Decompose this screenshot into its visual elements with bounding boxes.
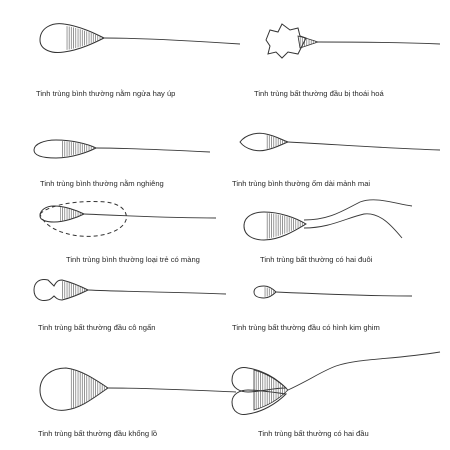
caption-degenerated-head: Tinh trùng bất thường đầu bị thoái hoá <box>254 89 384 98</box>
caption-two-tails: Tinh trùng bất thường có hai đuôi <box>260 255 373 264</box>
sperm-two-heads <box>232 352 440 415</box>
caption-pin-head: Tinh trùng bất thường đầu có hình kim ghim <box>232 323 380 332</box>
sperm-giant-head <box>40 368 236 410</box>
sperm-normal-face-up <box>40 24 240 53</box>
sperm-normal-sideways <box>34 140 210 158</box>
sperm-immature-membrane <box>40 202 216 237</box>
caption-normal-sideways: Tinh trùng bình thường nằm nghiêng <box>40 179 164 188</box>
caption-normal-face-up: Tinh trùng bình thường nằm ngửa hay úp <box>36 89 176 98</box>
caption-normal-slender: Tinh trùng bình thường ốm dài mảnh mai <box>232 179 371 188</box>
sperm-constricted-head <box>34 279 226 300</box>
sperm-pin-head <box>254 286 412 298</box>
sperm-two-tails <box>244 200 412 240</box>
caption-immature-membrane: Tinh trùng bình thường loại trẻ có màng <box>66 255 200 264</box>
caption-constricted-head: Tinh trùng bất thường đầu cô ngấn <box>38 323 156 332</box>
sperm-degenerated-head <box>266 24 440 58</box>
caption-giant-head: Tinh trùng bất thường đầu khổng lồ <box>38 429 158 438</box>
caption-two-heads: Tinh trùng bất thường có hai đầu <box>258 429 369 438</box>
sperm-normal-slender <box>240 133 440 150</box>
